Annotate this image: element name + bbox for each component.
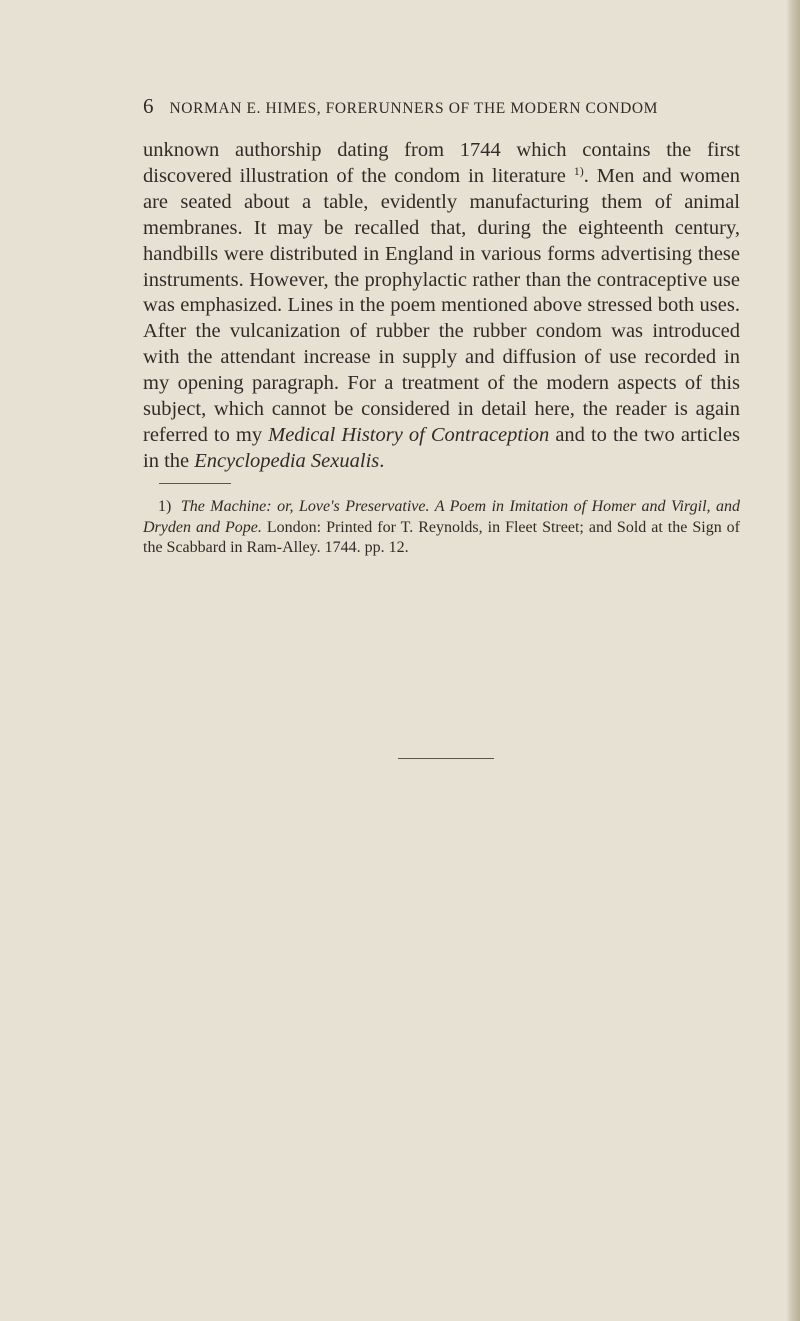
footnote — [143, 497, 740, 559]
running-header — [143, 94, 658, 119]
end-of-article-rule — [398, 758, 494, 759]
book-title-encyclopedia: Encyclopedia Sexualis — [194, 449, 380, 472]
body-text-main: . Men and women are seated about a table, evidently manufacturing them of animal membranes. It may be recalled that, during the eighteenth century, handbills were distributed in England in various forms advertising these instruments. However, the prophylactic rather than the contraceptive use was emphasized. Lines in the poem mentioned above stressed both uses. After the vulcanization of rubber the rubber condom was introduced with the attendant increase in supply and diffusion of use recorded in my opening paragraph. For a treatment of the modern aspects of this subject, which cannot be considered in detail here, the reader is again referred to my — [143, 164, 741, 446]
body-paragraph — [143, 138, 740, 475]
footnote-publication: London: Printed for T. Reynolds, in Fleet Street; and Sold at the Sign of the Scabbard in Ram-Alley. 1744. pp. 12. — [143, 518, 741, 556]
book-title-medical-history: Medical History of Contraception — [268, 423, 550, 446]
page-edge-shadow — [786, 0, 800, 1321]
footnote-title: The Machine: or, Love's Preservative. A Poem in Imitation of Homer and Virgil, and Dryden and Pope. — [143, 498, 741, 536]
page-number: 6 — [143, 94, 154, 118]
footnote-marker: 1) — [158, 498, 172, 515]
body-text-end: . — [379, 449, 385, 472]
body-text-join: and to the two articles in the — [143, 423, 741, 472]
footnote-divider — [159, 483, 231, 484]
footnote-reference[interactable]: 1) — [573, 163, 584, 178]
running-title: NORMAN E. HIMES, FORERUNNERS OF THE MODERN CONDOM — [169, 100, 659, 117]
body-text-intro: unknown authorship dating from 1744 which contains the first discovered illustration of the condom in literature — [143, 139, 740, 187]
